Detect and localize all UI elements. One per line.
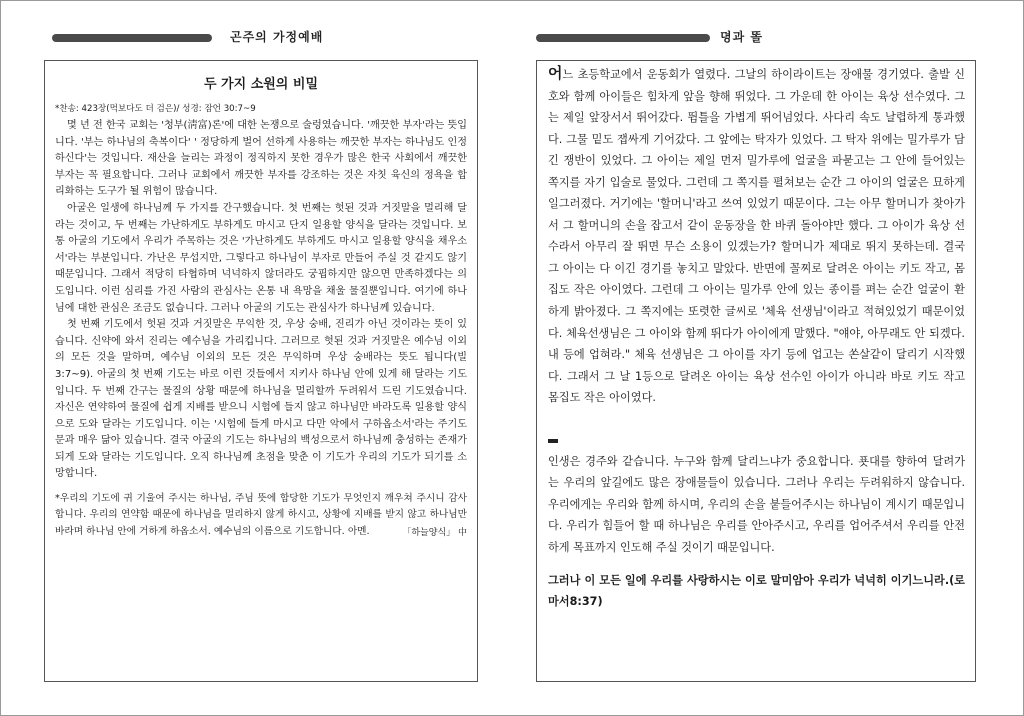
devotion-paragraph-2: 아굴은 일생에 하나님께 두 가지를 간구했습니다. 첫 번째는 헛된 것과 거짓말을 멀리해 달라는 것이고, 두 번째는 가난하게도 부하게도 마시고 단지 일용할 양식을 달라는 것입니다. 보통 아굴의 기도에서 우리가 주목하는 것은 '가난하게도 부하게도 마시고 일용할 양식을 채우소서'라는 부분입니다. 가난은 무섭지만, 그렇다고 하나님이 부자로 만들어 주실 것 같지도 않기 때문입니다. 그래서 적당히 타협하며 넉넉하지 않더라도 궁핍하지만 않으면 만족하겠다는 의도입니다. 이런 심리를 가진 사람의 관심사는 온통 내 욕망을 채울 물질뿐입니다. 여기에 하나님에 대한 관심은 조금도 없습니다. 그러나 아굴의 기도는 관심사가 하나님께 있습니다. [55,202,467,314]
left-section-heading: 곤주의 가정예배 [230,30,324,44]
story-panel [536,60,976,682]
header-bar-right [536,34,710,42]
devotion-title: 두 가지 소원의 비밀 [203,77,319,92]
right-section-heading: 뎡과 똘 [720,30,763,44]
story-initial: 어 [548,64,563,82]
source-citation: 「하늘양식」 中 [402,527,467,538]
story-text: 느 초등학교에서 운동회가 열렸다. 그날의 하이라이트는 장애물 경기였다. 출발 신호와 함께 아이들은 힘차게 앞을 향해 뛰었다. 그 가운데 한 아이는 육상 선수였다. 그는 제일 앞장서서 뛰어갔다. 뜀틀을 가볍게 뛰어넘었다. 사다리 속도 날렵하게 통과했다. 그물 밑도 잽싸게 기어갔다. 그 앞에는 탁자가 있었다. 그 탁자 위에는 밀가루가 담긴 쟁반이 있었다. 그 아이는 제일 먼저 밀가루에 얼굴을 파묻고는 그 안에 들어있는 쪽지를 자기 입술로 물었다. 그런데 그 쪽지를 펼쳐보는 순간 그 아이의 얼굴은 묘하게 일그러졌다. 거기에는 '할머니'라고 쓰여 있었기 때문이다. 그는 아무 할머니가 찾아가서 그 할머니의 손을 잡고서 같이 운동장을 한 바퀴 돌아야만 했다. 그 아이가 육상 선수라서 아무리 잘 뛰면 무슨 소용이 있겠는가? 할머니가 제대로 뛰지 못하는데. 결국 그 아이는 다 이긴 경기를 놓치고 말았다. 반면에 꼴찌로 달려온 아이는 키도 작고, 몸집도 작은 아이였다. 그런데 그 아이는 밀가루 안에 있는 종이를 펴는 순간 얼굴이 환하게 밝아졌다. 그 쪽지에는 또렷한 글씨로 '체육 선생님'이라고 적혀있었기 때문이었다. 체육선생님은 그 아이와 함께 뛰다가 아이에게 말했다. "얘야, 아무래도 안 되겠다. 내 등에 업혀라." 체육 선생님은 그 아이를 자기 등에 업고는 쏜살같이 달리기 시작했다. 그래서 그 날 1등으로 달려온 아이는 육상 선수인 아이가 아니라 바로 키도 작고 몸집도 작은 아이였다. [548,68,965,405]
lesson-paragraph: 인생은 경주와 같습니다. 누구와 함께 달리느냐가 중요합니다. 푯대를 향하여 달려가는 우리의 앞길에도 많은 장애물들이 있습니다. 그러나 우리는 두려워하지 않습니다. 우리에게는 우리와 함께 하시며, 우리의 손을 붙들어주시는 하나님이 계시기 때문입니다. 우리가 힘들어 할 때 하나님은 우리를 안아주시고, 우리를 업어주셔서 우리를 안전하게 목표까지 인도해 주실 것이기 때문입니다. [548,454,965,554]
devotion-panel [44,60,478,682]
header-bar-left [52,34,212,42]
hymn-scripture-meta: *찬송: 423장(먹보다도 더 검은)/ 성경: 잠언 30:7~9 [55,104,256,114]
closing-verse: 그러나 이 모든 일에 우리를 사랑하시는 이로 말미암아 우리가 넉넉히 이기느니라.(로마서8:37) [548,574,965,609]
devotion-paragraph-3: 첫 번째 기도에서 헛된 것과 거짓말은 무익한 것, 우상 숭배, 진리가 아닌 것이라는 뜻이 있습니다. 신약에 와서 진리는 예수님을 가리킵니다. 그러므로 헛된 것과 거짓말은 예수님 이외의 모든 것을 말하며, 예수님 이외의 모든 것은 무익하며 우상 숭배라는 뜻도 됩니다(빌 3:7~9). 아굴의 첫 번째 기도는 바로 이런 것들에서 지키사 하나님 안에 있게 해 달라는 기도입니다. 두 번째 간구는 물질의 상황 때문에 하나님을 멀리할까 두려워서 드린 기도였습니다. 자신은 연약하여 물질에 쉽게 지배를 받으니 시험에 들지 않고 하나님만 바라도록 일용할 양식으로 도와 달라는 기도입니다. 이는 '시험에 들게 마시고 다만 악에서 구하옵소서'라는 주기도문과 매우 닮아 있습니다. 결국 아굴의 기도는 하나님의 백성으로서 하나님께 충성하는 존재가 되게 도와 달라는 기도입니다. 오직 하나님께 초점을 맞춘 이 기도가 우리의 기도가 되기를 소망합니다. [55,319,467,480]
devotion-paragraph-1: 몇 년 전 한국 교회는 '청부(淸富)론'에 대한 논쟁으로 술렁였습니다. '깨끗한 부자'라는 뜻입니다. '부는 하나님의 축복이다' ' 정당하게 벌어 선하게 사용하는 깨끗한 부자는 하나님도 인정하신다'는 것입니다. 재산을 늘리는 과정이 정직하지 못한 경우가 많은 한국 사회에서 깨끗한 부자는 꼭 필요합니다. 그러나 교회에서 깨끗한 부자를 강조하는 것은 자칫 육신의 정욕을 합리화하는 도구가 될 위험이 많습니다. [55,120,467,198]
section-divider-mark [548,439,558,443]
closing-prayer: *우리의 기도에 귀 기울여 주시는 하나님, 주님 뜻에 합당한 기도가 무엇인지 깨우쳐 주시니 감사합니다. 우리의 연약함 때문에 하나님을 멀리하지 않게 하시고, 상황에 지배를 받지 않고 하나님만 바라며 하나님 안에 거하게 하옵소서. 예수님의 이름으로 기도합니다. 아멘. [55,493,467,537]
story-paragraph [548,63,965,409]
